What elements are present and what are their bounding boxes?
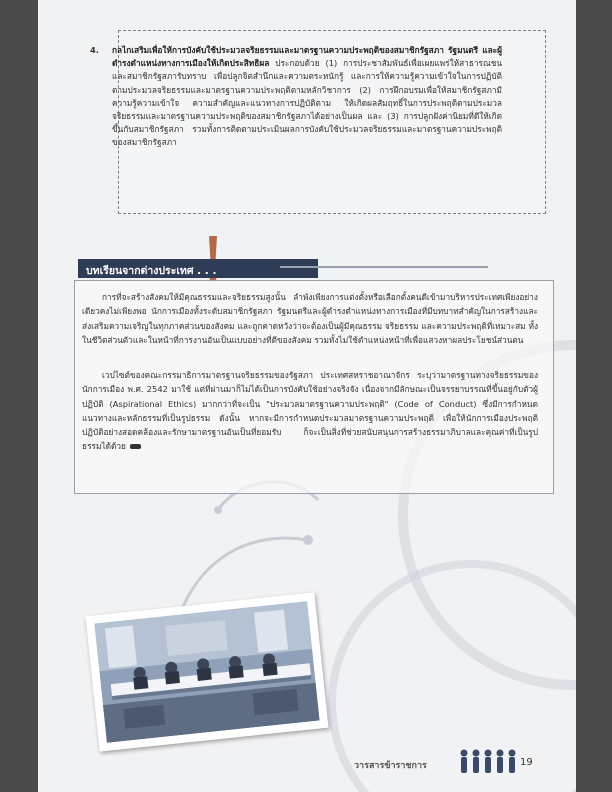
- item-body: ประกอบด้วย (1) การประชาสัมพันธ์เพื่อเผยแพร่ให้สาธารณชนและสมาชิกรัฐสภารับทราบ เพื่อปลูกจิตสำนึกและความตระหนักรู้ และการให้ความรู้ความเข้าใจในการปฏิบัติตามประมวลจริยธรรมและมาตรฐานความประพฤติตามหลักวิชาการ (2) การฝึกอบรมเพื่อให้สมาชิกรัฐสภามีความรู้ความเข้าใจ ความสำคัญและแนวทางการปฏิบัติตาม ให้เกิดผลสัมฤทธิ์ในการประพฤติตามประมวลจริยธรรมและมาตรฐานความประพฤติของสมาชิกรัฐสภาได้อย่างเป็นผล และ (3) การปลูกฝังค่านิยมที่ดีให้เกิดขึ้นกับสมาชิกรัฐสภา รวมทั้งการติดตามประเมินผลการบังคับใช้ประมวลจริยธรรมและมาตรฐานความประพฤติของสมาชิกรัฐสภา: [112, 58, 503, 148]
- numbered-item-4: [90, 44, 503, 150]
- people-silhouette-icon: [458, 748, 522, 774]
- banner-divider-line: [280, 266, 488, 268]
- page-number: 19: [520, 757, 533, 768]
- end-of-article-icon: [130, 444, 141, 449]
- section-banner: [78, 259, 318, 278]
- paragraph-2-text: เวปไซต์ของคณะกรรมาธิการมาตรฐานจริยธรรมของรัฐสภา ประเทศสหราชอาณาจักร ระบุว่ามาตรฐานทางจริยธรรมของนักการเมือง พ.ศ. 2542 มาใช้ แต่ที่ผ่านมาก็ไม่ได้เป็นการบังคับใช้อย่างจริงจัง เนื่องจากมีลักษณะเป็นจรรยาบรรณที่ขึ้นอยู่กับตัวผู้ปฏิบัติ (Aspirational Ethics) มากกว่าที่จะเป็น "ประมวลมาตรฐานความประพฤติ" (Code of Conduct) ซึ่งมีการกำหนดแนวทางและหลักธรรมที่เป็นรูปธรรม ดังนั้น หากจะมีการกำหนดประมวลมาตรฐานความประพฤติ เพื่อให้นักการเมืองประพฤติปฏิบัติอย่างสอดคล้องและรักษามาตรฐานอันเป็นที่ยอมรับ ก็จะเป็นสิ่งที่ช่วยสนับสนุนการสร้างธรรมาภิบาลและคุณค่าที่เป็นรูปธรรมได้ด้วย: [82, 370, 538, 452]
- page-footer: [306, 746, 538, 778]
- section-title: บทเรียนจากต่างประเทศ . . .: [86, 265, 217, 277]
- meeting-photo: [94, 601, 319, 743]
- paragraph-1: การที่จะสร้างสังคมให้มีคุณธรรมและจริยธรรมสูงนั้น ลำพังเพียงการแต่งตั้งหรือเลือกตั้งคนดีเข้ามาบริหารประเทศเพียงอย่างเดียวคงไม่เพียงพอ นักการเมืองทั้งระดับสมาชิกรัฐสภา รัฐมนตรีและผู้ดำรงตำแหน่งทางการเมืองที่มีบทบาทสำคัญในการสร้างและส่งเสริมความเจริญในทุกภาคส่วนของสังคม และถูกคาดหวังว่าจะต้องเป็นผู้มีคุณธรรม จริยธรรม และความประพฤติที่เหมาะสม ทั้งในชีวิตส่วนตัวและในหน้าที่การงานอันเป็นแบบอย่างที่ดีของสังคม รวมทั้งไม่ใช้ตำแหน่งหน้าที่เพื่อแสวงหาผลประโยชน์ส่วนตน: [82, 292, 538, 345]
- item-number: 4.: [90, 45, 99, 55]
- photo-frame: [86, 592, 329, 751]
- paragraph-2: [82, 368, 538, 454]
- journal-name: วารสารข้าราชการ: [354, 761, 427, 771]
- item-heading: กลไกเสริมเพื่อให้การบังคับใช้ประมวลจริยธรรมและมาตรฐานความประพฤติของสมาชิกรัฐสภา รัฐมนตรี และผู้ดำรงตำแหน่งทางการเมืองให้เกิดประสิทธิผล: [112, 45, 502, 69]
